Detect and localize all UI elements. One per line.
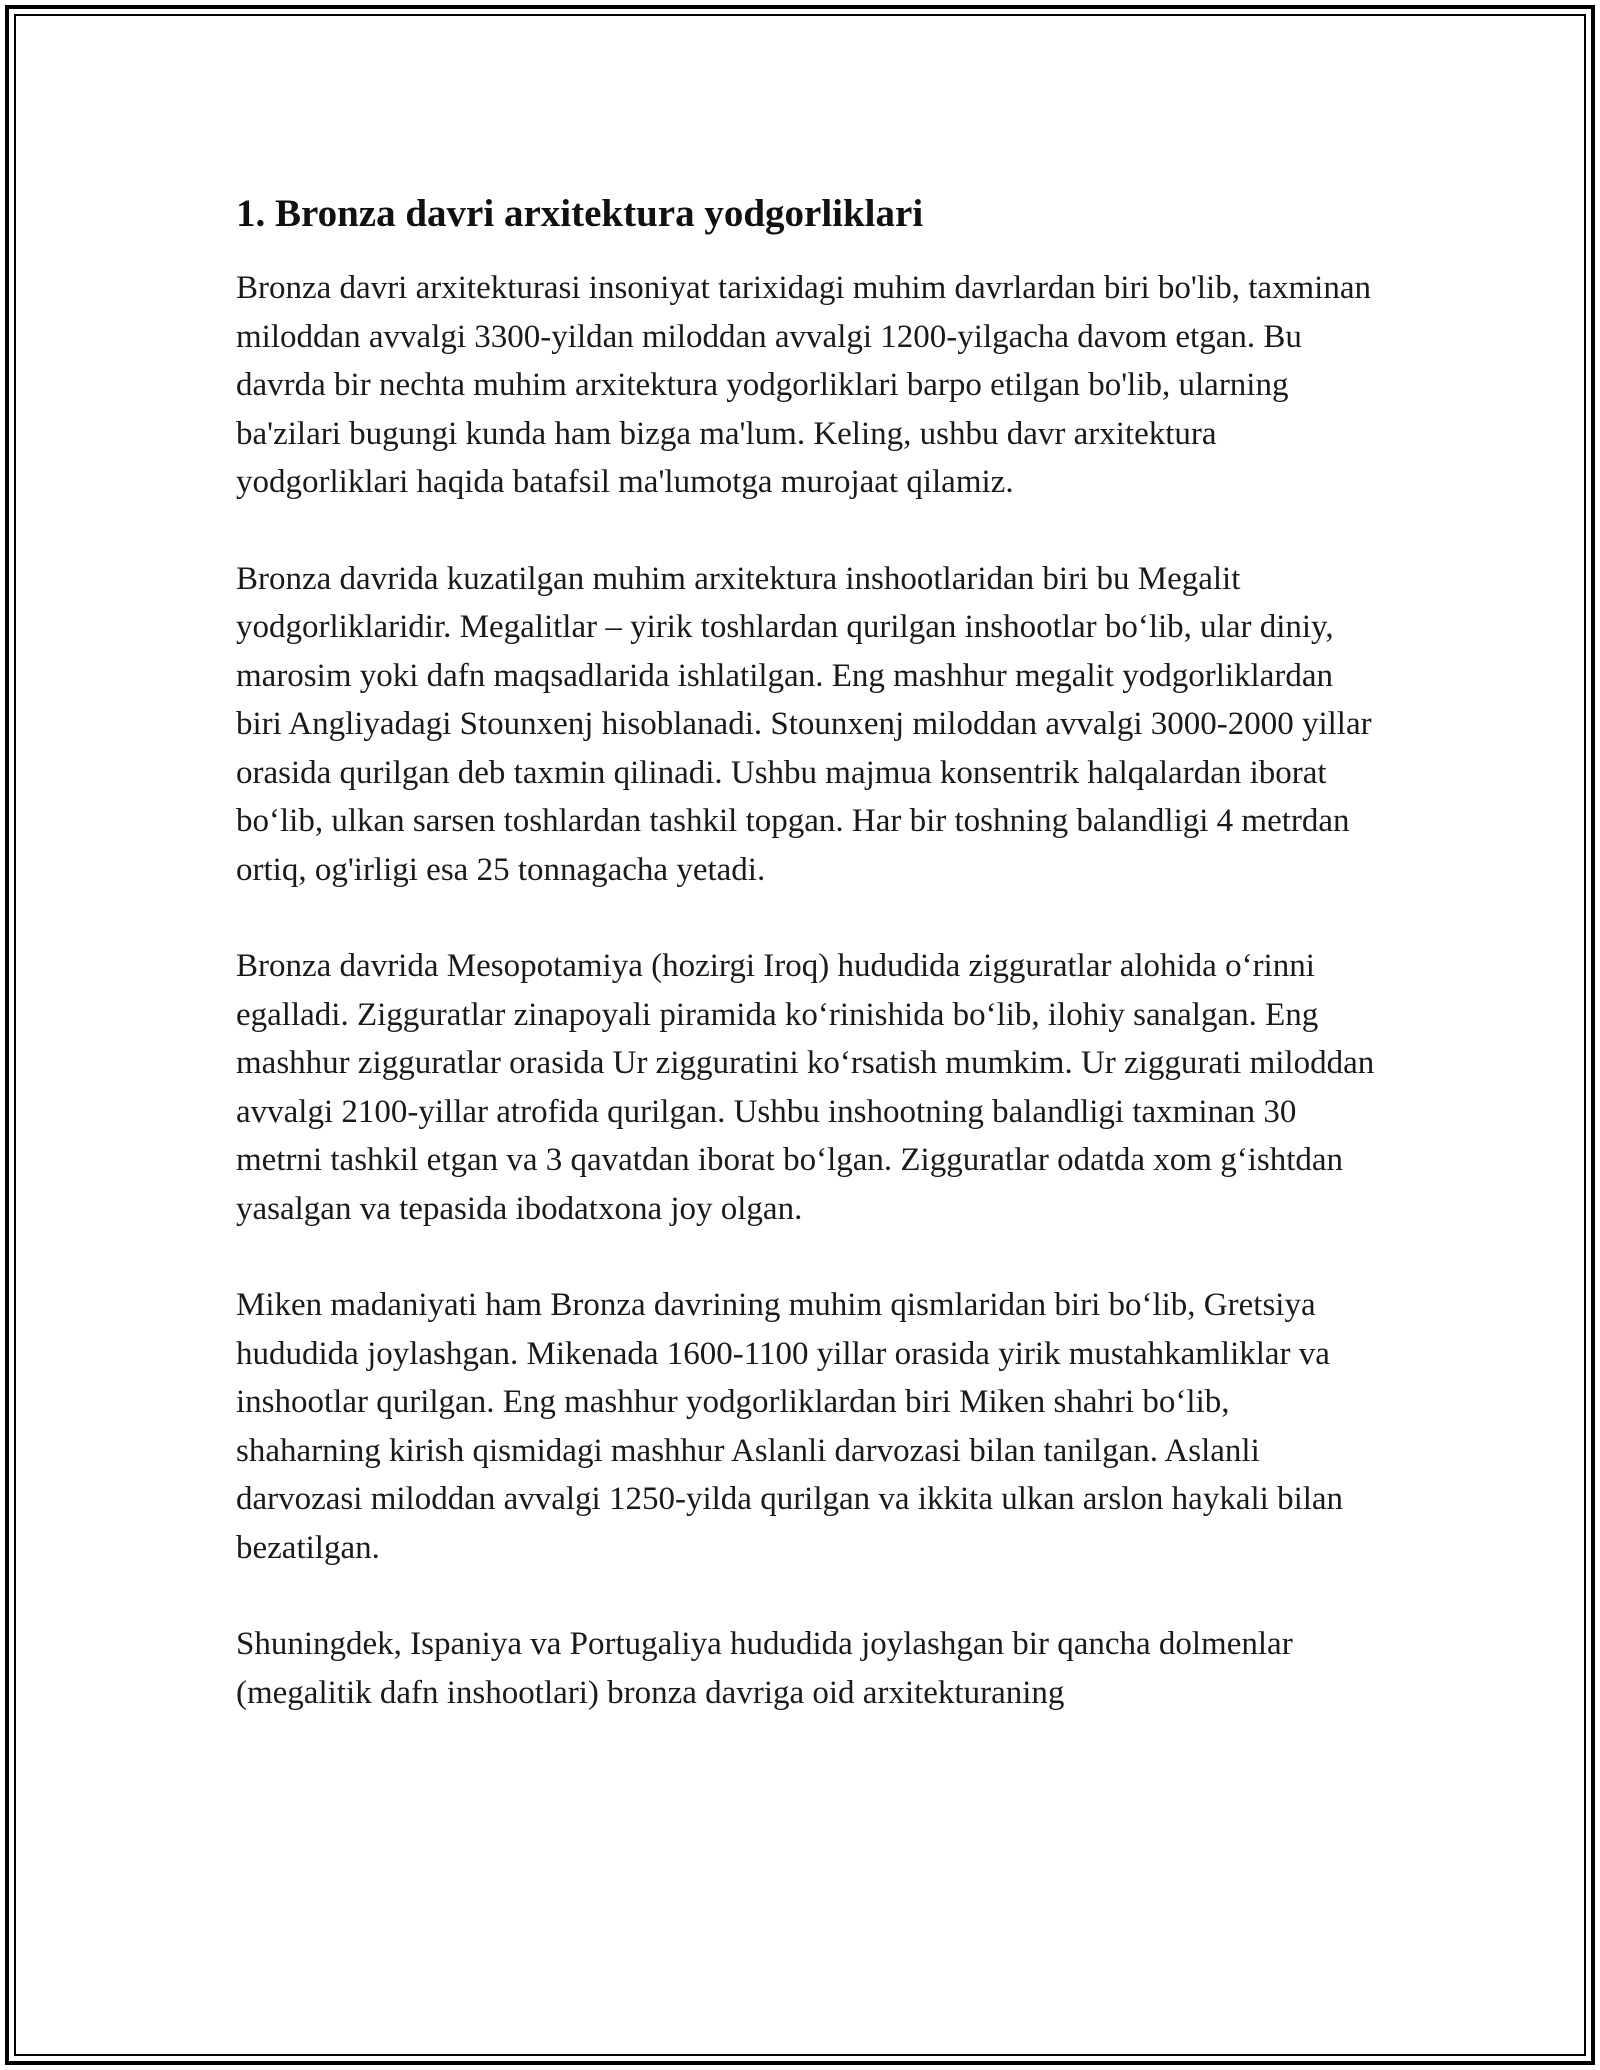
paragraph-ziggurat: Bronza davrida Mesopotamiya (hozirgi Iroq) hududida zigguratlar alohida o‘rinni egalladi. Zigguratlar zinapoyali piramida ko‘rinishida bo‘lib, ilohiy sanalgan. Eng mashhur zigguratlar orasida Ur zigguratini ko‘rsatish mumkim. Ur ziggurati miloddan avvalgi 2100-yillar atrofida qurilgan. Ushbu inshootning balandligi taxminan 30 metrni tashkil etgan va 3 qavatdan iborat bo‘lgan. Zigguratlar odatda xom g‘ishtdan yasalgan va tepasida ibodatxona joy olgan. — [236, 948, 1375, 1227]
paragraph-mycenae: Miken madaniyati ham Bronza davrining muhim qismlaridan biri bo‘lib, Gretsiya hududida joylashgan. Mikenada 1600-1100 yillar orasida yirik mustahkamliklar va inshootlar qurilgan. Eng mashhur yodgorliklardan biri Miken shahri bo‘lib, shaharning kirish qismidagi mashhur Aslanli darvozasi bilan tanilgan. Aslanli darvozasi miloddan avvalgi 1250-yilda qurilgan va ikkita ulkan arslon haykali bilan bezatilgan. — [236, 1287, 1344, 1566]
document-body — [236, 188, 1376, 1765]
section-heading: 1. Bronza davri arxitektura yodgorliklari — [236, 192, 924, 235]
paragraph-intro: Bronza davri arxitekturasi insoniyat tarixidagi muhim davrlardan biri bo'lib, taxminan miloddan avvalgi 3300-yildan miloddan avvalgi 1200-yilgacha davom etgan. Bu davrda bir nechta muhim arxitektura yodgorliklari barpo etilgan bo'lib, ularning ba'zilari bugungi kunda ham bizga ma'lum. Keling, ushbu davr arxitektura yodgorliklari haqida batafsil ma'lumotga murojaat qilamiz. — [236, 270, 1371, 500]
paragraph-dolmens: Shuningdek, Ispaniya va Portugaliya hududida joylashgan bir qancha dolmenlar (megalitik dafn inshootlari) bronza davriga oid arxitekturaning — [236, 1626, 1293, 1711]
paragraph-megalith: Bronza davrida kuzatilgan muhim arxitektura inshootlaridan biri bu Megalit yodgorliklaridir. Megalitlar – yirik toshlardan qurilgan inshootlar bo‘lib, ular diniy, marosim yoki dafn maqsadlarida ishlatilgan. Eng mashhur megalit yodgorliklardan biri Angliyadagi Stounxenj hisoblanadi. Stounxenj miloddan avvalgi 3000-2000 yillar orasida qurilgan deb taxmin qilinadi. Ushbu majmua konsentrik halqalardan iborat bo‘lib, ulkan sarsen toshlardan tashkil topgan. Har bir toshning balandligi 4 metrdan ortiq, og'irligi esa 25 tonnagacha yetadi. — [236, 560, 1372, 888]
